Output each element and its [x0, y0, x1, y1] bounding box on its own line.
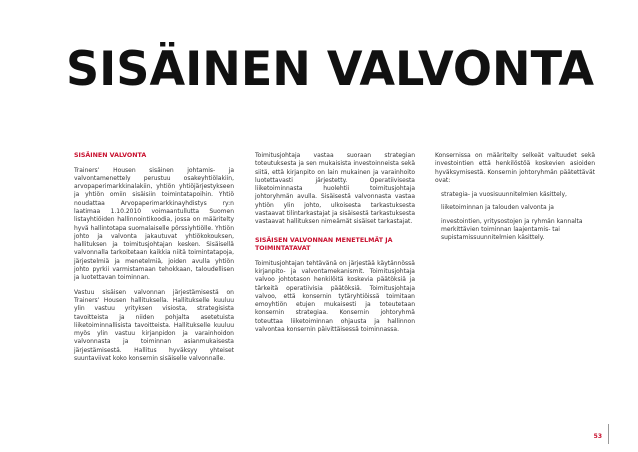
paragraph-4: Toimitusjohtajan tehtävänä on järjestää käytännössä kirjanpito- ja valvontamekanismit. Toimitusjohtaja valvoo johtotason henkilöitä koskevia päätöksiä ja tärkeitä operatiivisia päätöksiä. Toimitusjohtaja valvoo, että konsernin tytäryhtiöissä toimitaan emoyhtiön etujen mukaisesti ja toteutetaan konsernin strategiaa. Konsernin johtoryhmä toteuttaa liiketoiminnan ohjausta ja hallinnon valvontaa konsernin päivittäisessä toiminnassa. — [255, 259, 415, 334]
paragraph-2: Vastuu sisäisen valvonnan järjestämisestä on Trainers’ Housen hallituksella. Hallitukselle kuuluu ylin vastuu yrityksen visiosta, strategisista tavoitteista ja niiden pohjalta asetetuista liiketoiminnallisista tavoitteista. Hallitukselle kuuluu myös ylin vastuu kirjanpidon ja varainhoidon valvonnasta ja toiminnan asianmukaisesta järjestämisestä. Hallitus hyväksyy yhteiset suuntaviivat koko konsernin sisäiselle valvonnalle. — [74, 288, 234, 363]
column-3 — [435, 152, 595, 248]
section-heading-methods: SISÄISEN VALVONNAN MENETELMÄT JA TOIMINTATAVAT — [255, 236, 393, 253]
decision-list — [441, 191, 595, 242]
list-item: investointien, yritysostojen ja ryhmän kannalta merkittävien toiminnan laajentamis- tai supistamissuunnitelmien käsittely. — [441, 217, 583, 242]
page-divider — [608, 424, 609, 444]
section-heading-internal-control: SISÄINEN VALVONTA — [74, 152, 147, 159]
paragraph-1: Trainers’ Housen sisäinen johtamis- ja valvontamenettely perustuu osakeyhtiölakiin, arvopaperimarkkinalakiin, yhtiön yhtiöjärjestykseen ja yhtiön omiin sisäisiin toimintatapoihin. Yhtiö noudattaa Arvopaperimarkkinayhdistys ry:n laatimaa 1.10.2010 voimaantullutta Suomen listayhtiöiden hallinnointikoodia, jossa on määritelty hyvä hallintotapa suomalaiselle pörssiyhtiölle. Yhtiön johto ja valvonta jakautuvat yhtiökokouksen, hallituksen ja toimitusjohtajan kesken. Sisäisellä valvonnalla tarkoitetaan kaikkia niitä toimintatapoja, järjestelmiä ja menetelmiä, joiden avulla yhtiön johto pyrkii varmistamaan tehokkaan, taloudellisen ja luotettavan toiminnan. — [74, 166, 234, 282]
paragraph-5: Konsernissa on määritelty selkeät valtuudet sekä investointien että henkilöstöä koskevien asioiden hyväksymisestä. Konsernin johtoryhmän päätettävät ovat: — [435, 152, 595, 184]
column-2 — [255, 152, 415, 340]
list-item: liiketoiminnan ja talouden valvonta ja — [441, 204, 554, 212]
list-item: strategia- ja vuosisuunnitelmien käsittely, — [441, 191, 567, 199]
paragraph-3: Toimitusjohtaja vastaa suoraan strategian toteutuksesta ja sen mukaisista investoinneista sekä siitä, että kirjanpito on lain mukainen ja varainhoito luotettavasti järjestetty. Operatiivisesta liiketoiminnasta huolehtii toimitusjohtaja johtoryhmän avulla. Sisäisestä valvonnasta vastaa yhtiön ylin johto, ulkoisesta tarkastuksesta vastaavat tilintarkastajat ja sisäisestä tarkastuksesta vastaavat hallituksen nimeämät sisäiset tarkastajat. — [255, 152, 415, 226]
page-number: 53 — [593, 433, 602, 440]
page-title: SISÄINEN VALVONTA — [66, 42, 595, 97]
column-1 — [74, 152, 234, 369]
